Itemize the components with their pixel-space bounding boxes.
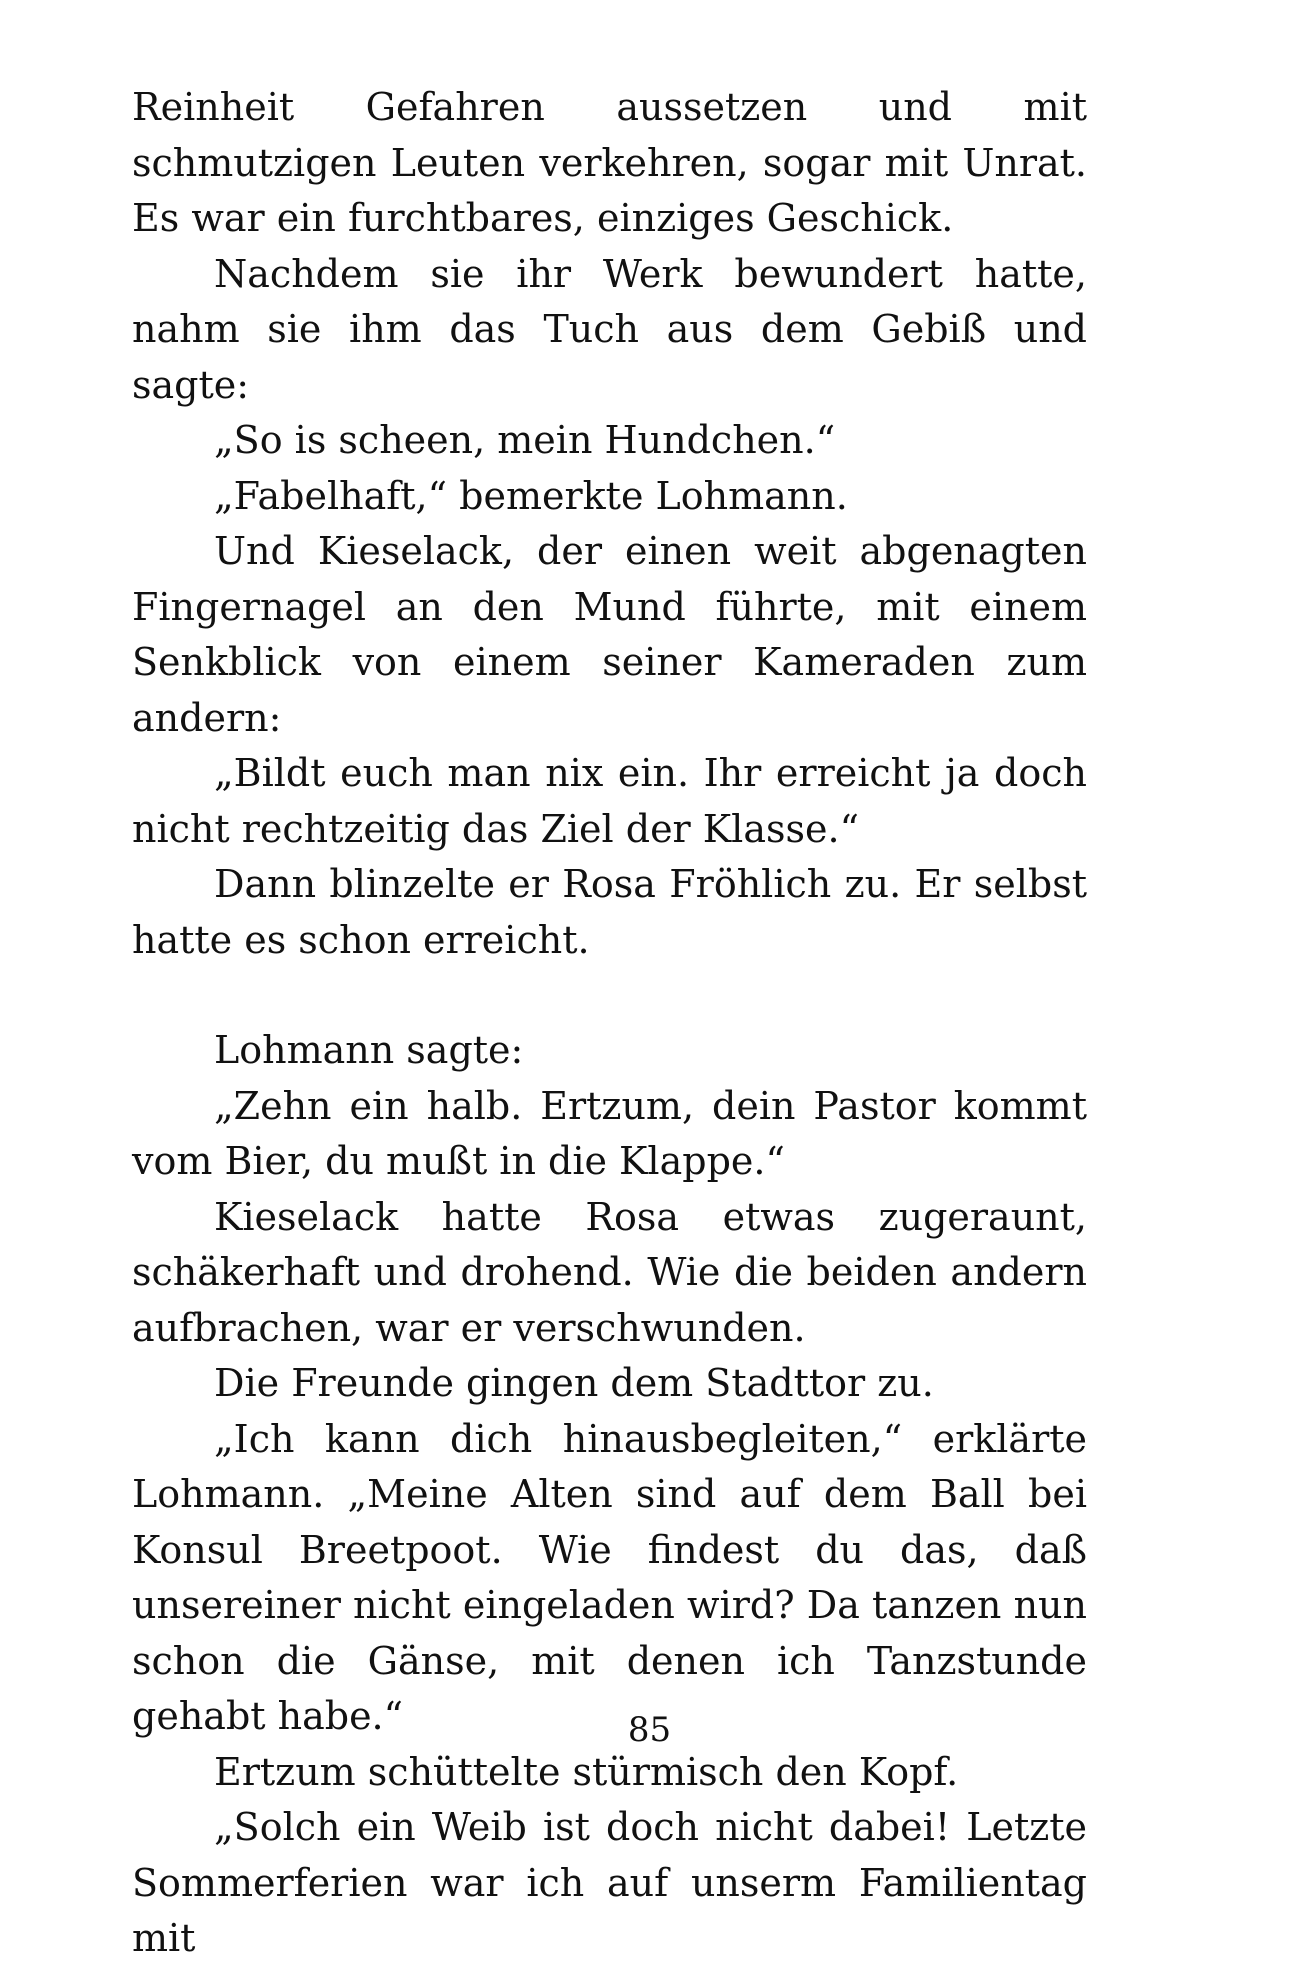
body-text [132, 80, 1087, 1967]
paragraph: Die Freunde gingen dem Stadttor zu. [214, 1361, 934, 1405]
paragraph-continuation: Reinheit Gefahren aussetzen und mit schmutzigen Leuten verkehren, sogar mit Unrat. Es war ein furchtbares, einziges Geschick. [132, 85, 1087, 240]
paragraph: Kieselack hatte Rosa etwas zugeraunt, schäkerhaft und drohend. Wie die beiden andern aufbrachen, war er verschwunden. [132, 1194, 1087, 1350]
paragraph: Ertzum schüttelte stürmisch den Kopf. [214, 1749, 959, 1794]
paragraph: Dann blinzelte er Rosa Fröhlich zu. Er selbst hatte es schon erreicht. [132, 862, 1087, 962]
section-break [132, 968, 1087, 1023]
paragraph: Nachdem sie ihr Werk bewundert hatte, nahm sie ihm das Tuch aus dem Gebiß und sagte: [132, 251, 1087, 407]
paragraph-trailing: „Solch ein Weib ist doch nicht dabei! Letzte Sommerferien war ich auf unserm Familientag mit [132, 1805, 1087, 1960]
paragraph: „Zehn ein halb. Ertzum, dein Pastor kommt vom Bier, du mußt in die Klappe.“ [132, 1083, 1087, 1183]
paragraph: Und Kieselack, der einen weit abgenagten Fingernagel an den Mund führte, mit einem Senkblick von einem seiner Kameraden zum andern: [132, 529, 1087, 740]
paragraph: Lohmann sagte: [214, 1028, 524, 1072]
paragraph: „Fabelhaft,“ bemerkte Lohmann. [214, 473, 848, 518]
page-number: 85 [627, 1710, 672, 1750]
paragraph: „So is scheen, mein Hundchen.“ [214, 418, 836, 462]
paragraph: „Bildt euch man nix ein. Ihr erreicht ja doch nicht rechtzeitig das Ziel der Klasse.“ [132, 751, 1087, 851]
paragraph: „Ich kann dich hinausbegleiten,“ erklärte Lohmann. „Meine Alten sind auf dem Ball bei Konsul Breetpoot. Wie findest du das, daß unsereiner nicht eingeladen wird? Da tanzen nun schon die Gänse, mit denen ich Tanzstunde gehabt habe.“ [132, 1416, 1087, 1738]
